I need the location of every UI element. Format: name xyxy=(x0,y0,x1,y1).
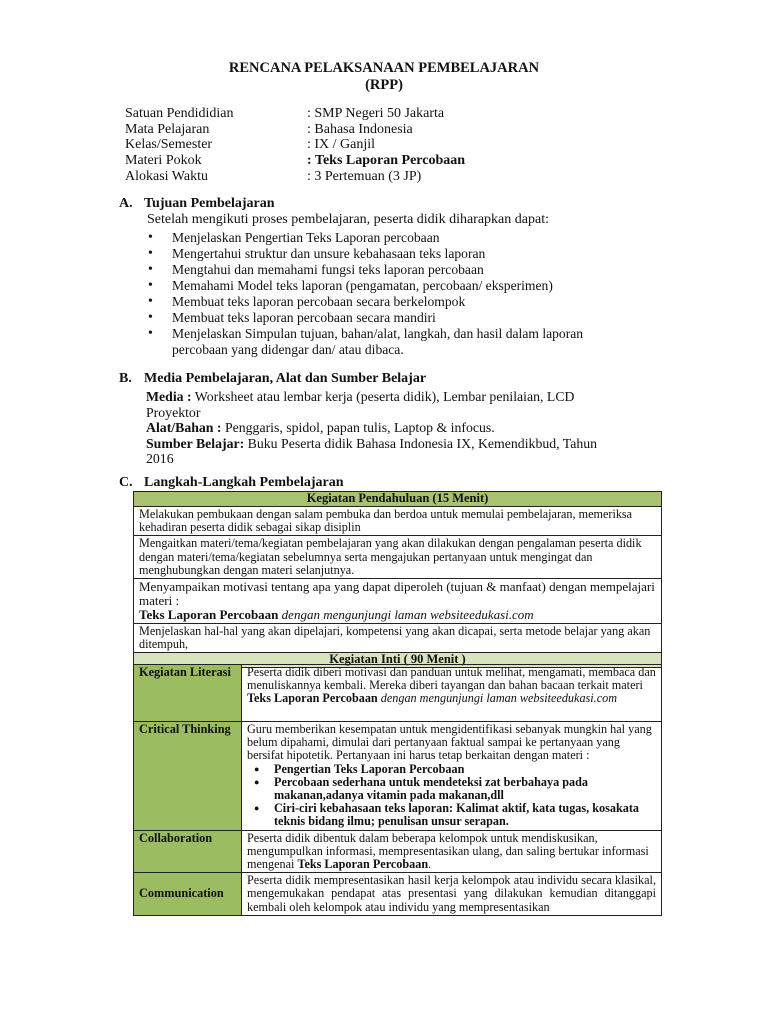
critical-text: Guru memberikan kesempatan untuk mengidentifikasi sebanyak mungkin hal yang belum dipahami, dimulai dari pertanyaan faktual sampai ke pertanyaan yang bersifat hipotetik. Pertanyaan ini harus tetap berkaitan dengan materi : xyxy=(247,722,652,763)
identity-row xyxy=(125,122,465,138)
literasi-italic: dengan mengunjungi laman websiteedukasi.com xyxy=(377,691,618,706)
identity-value: : IX / Ganjil xyxy=(307,137,376,153)
table-cell xyxy=(242,722,662,831)
inti-header: Kegiatan Inti ( 90 Menit ) xyxy=(134,653,662,667)
media-block xyxy=(146,389,626,467)
list-item: • Membuat teks laporan percobaan secara mandiri xyxy=(147,310,627,326)
section-title: Media Pembelajaran, Alat dan Sumber Belajar xyxy=(144,371,427,386)
list-item: • Menjelaskan Pengertian Teks Laporan percobaan xyxy=(147,230,627,246)
table-cell xyxy=(242,830,662,873)
list-item: ● Percobaan sederhana untuk mendeteksi zat berbahaya pada makanan,adanya vitamin pada makanan,dll xyxy=(247,776,656,802)
document-title: RENCANA PELAKSANAAN PEMBELAJARAN xyxy=(228,60,540,76)
list-item: ● Ciri-ciri kebahasaan teks laporan: Kalimat aktif, kata tugas, kosakata teknis bidang ilmu; penulisan unsur serapan. xyxy=(247,802,656,828)
row-label: Kegiatan Literasi xyxy=(134,665,242,722)
list-item: ● Pengertian Teks Laporan Percobaan xyxy=(247,763,656,776)
identity-row xyxy=(125,137,465,153)
row-label: Critical Thinking xyxy=(134,722,242,831)
list-item: • Menjelaskan Simpulan tujuan, bahan/alat, langkah, dan hasil dalam laporan percobaan yang didengar dan/ atau dibaca. xyxy=(147,326,627,358)
table-cell: Melakukan pembukaan dengan salam pembuka dan berdoa untuk memulai pembelajaran, memeriksa kehadiran peserta didik sebagai sikap disiplin xyxy=(134,507,662,536)
inti-table xyxy=(133,664,662,916)
row-label: Collaboration xyxy=(134,830,242,873)
identity-key: Alokasi Waktu xyxy=(125,168,208,184)
identity-row xyxy=(125,169,465,185)
identity-key: Materi Pokok xyxy=(125,153,202,169)
table-row xyxy=(134,830,662,873)
table-row xyxy=(134,665,662,722)
motivasi-bold: Teks Laporan Percobaan xyxy=(139,607,279,623)
collab-bold: Teks Laporan Percobaan xyxy=(297,857,429,872)
literasi-bold: Teks Laporan Percobaan xyxy=(247,691,378,706)
sumber-label: Sumber Belajar: xyxy=(146,435,245,451)
table-row xyxy=(134,873,662,916)
identity-block xyxy=(125,106,465,185)
pendahuluan-header: Kegiatan Pendahuluan (15 Menit) xyxy=(134,492,662,507)
list-item: • Mengtahui dan memahami fungsi teks laporan percobaan xyxy=(147,262,627,278)
section-letter: B. xyxy=(119,371,132,386)
alat-value: Penggaris, spidol, papan tulis, Laptop & infocus. xyxy=(221,420,495,436)
section-letter: C. xyxy=(119,475,133,490)
identity-value: : 3 Pertemuan (3 JP) xyxy=(307,168,422,184)
pendahuluan-table xyxy=(133,491,662,668)
section-letter: A. xyxy=(119,196,133,211)
motivasi-italic: dengan mengunjungi laman websiteedukasi.com xyxy=(278,607,534,623)
identity-value: : Bahasa Indonesia xyxy=(307,121,413,137)
sumber-value: Buku Peserta didik Bahasa Indonesia IX, Kemendikbud, Tahun 2016 xyxy=(146,435,598,467)
section-c-heading xyxy=(119,475,344,491)
table-cell xyxy=(134,579,662,624)
literasi-text: Peserta didik diberi motivasi dan panduan untuk melihat, mengamati, membaca dan menuliskannya kembali. Mereka diberi tayangan dan bahan bacaan terkait materi xyxy=(247,665,656,693)
row-label: Communication xyxy=(134,873,242,916)
media-line xyxy=(146,389,626,420)
table-row xyxy=(134,722,662,831)
alat-label: Alat/Bahan : xyxy=(146,420,222,436)
section-title: Tujuan Pembelajaran xyxy=(144,196,275,211)
section-title: Langkah-Langkah Pembelajaran xyxy=(144,475,344,490)
sumber-line xyxy=(146,436,626,467)
media-label: Media : xyxy=(146,389,192,404)
table-cell: Menjelaskan hal-hal yang akan dipelajari, kompetensi yang akan dicapai, serta metode belajar yang akan ditempuh, xyxy=(134,624,662,653)
identity-value: : Teks Laporan Percobaan xyxy=(307,153,466,169)
list-item: • Mengertahui struktur dan unsure kebahasaan teks laporan xyxy=(147,246,627,262)
identity-row xyxy=(125,106,465,122)
motivasi-text: Menyampaikan motivasi tentang apa yang dapat diperoleh (tujuan & manfaat) dengan mempelajari materi : xyxy=(139,579,655,609)
identity-key: Satuan Pendididian xyxy=(125,106,234,121)
table-cell: Peserta didik mempresentasikan hasil kerja kelompok atau individu secara klasikal, mengemukakan pendapat atas presentasi yang dilakukan kemudian ditanggapi kembali oleh kelompok atau individu yang mempresentasikan xyxy=(242,873,662,916)
section-a-intro: Setelah mengikuti proses pembelajaran, peserta didik diharapkan dapat: xyxy=(147,212,549,227)
list-item: • Membuat teks laporan percobaan secara berkelompok xyxy=(147,294,627,310)
table-cell xyxy=(242,665,662,722)
media-value: Worksheet atau lembar kerja (peserta didik), Lembar penilaian, LCD Proyektor xyxy=(146,389,575,420)
section-a-heading xyxy=(119,196,275,212)
identity-row xyxy=(125,153,465,169)
table-cell: Mengaitkan materi/tema/kegiatan pembelajaran yang akan dilakukan dengan pengalaman peserta didik dengan materi/tema/kegiatan sebelumnya serta mengajukan pertanyaan untuk mengingat dan menghubungkan dengan materi selanjutnya. xyxy=(134,536,662,579)
list-item: • Memahami Model teks laporan (pengamatan, percobaan/ eksperimen) xyxy=(147,278,627,294)
alat-line xyxy=(146,420,626,436)
identity-key: Mata Pelajaran xyxy=(125,121,210,137)
collab-end: . xyxy=(428,857,432,872)
identity-value: : SMP Negeri 50 Jakarta xyxy=(307,106,445,121)
collab-text: Peserta didik dibentuk dalam beberapa kelompok untuk mendiskusikan, mengumpulkan informasi, mempresentasikan ulang, dan saling bertukar informasi mengenai xyxy=(247,830,649,872)
document-subtitle: (RPP) xyxy=(365,77,403,93)
section-b-heading xyxy=(119,371,426,387)
identity-key: Kelas/Semester xyxy=(125,137,213,153)
critical-list xyxy=(247,763,656,829)
objectives-list xyxy=(147,230,627,358)
